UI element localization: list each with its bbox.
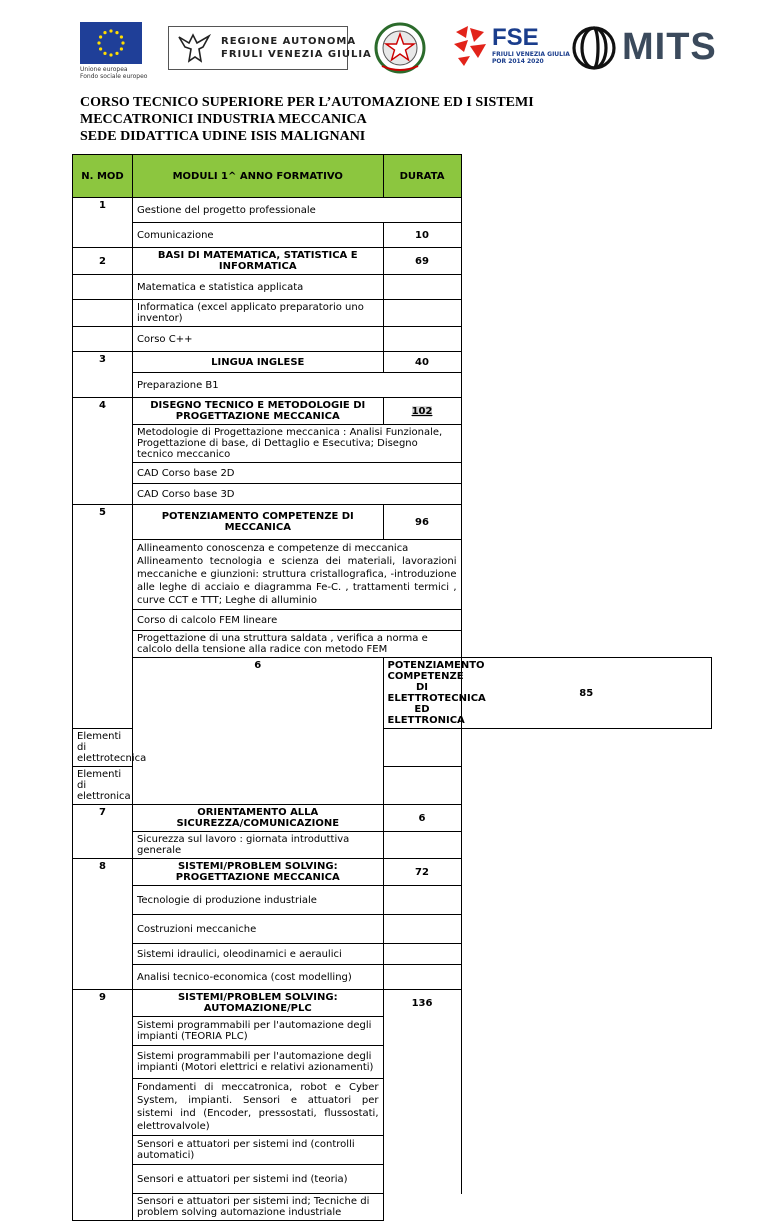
table-row bbox=[73, 610, 712, 631]
empty-cell bbox=[383, 886, 461, 915]
module-title: BASI DI MATEMATICA, STATISTICA E INFORMATICA bbox=[133, 248, 384, 275]
table-row bbox=[73, 425, 712, 463]
table-row bbox=[73, 944, 712, 965]
eu-stars-icon bbox=[80, 22, 142, 64]
table-row bbox=[73, 658, 712, 729]
module-number: 2 bbox=[73, 248, 133, 275]
empty-cell bbox=[383, 275, 461, 300]
header-num: N. MOD bbox=[73, 155, 133, 198]
table-row bbox=[73, 463, 712, 484]
empty-cell bbox=[383, 965, 461, 990]
table-row bbox=[73, 1165, 712, 1194]
empty-cell bbox=[383, 327, 461, 352]
submodule-title: Gestione del progetto professionale bbox=[133, 198, 462, 223]
table-row bbox=[73, 505, 712, 540]
empty-cell bbox=[383, 915, 461, 944]
table-row bbox=[73, 275, 712, 300]
empty-cell bbox=[383, 1165, 461, 1194]
star-emblem-icon bbox=[372, 20, 428, 76]
submodule-title: Informatica (excel applicato preparatorio uno inventor) bbox=[133, 300, 384, 327]
submodule-title: Allineamento conoscenza e competenze di meccanica bbox=[137, 543, 409, 554]
submodule-title: Sensori e attuatori per sistemi ind (controlli automatici) bbox=[133, 1136, 384, 1165]
table-row bbox=[73, 886, 712, 915]
empty-cell bbox=[383, 1079, 461, 1136]
table-row bbox=[73, 859, 712, 886]
submodule-title: Sensori e attuatori per sistemi ind (teoria) bbox=[133, 1165, 384, 1194]
module-number: 3 bbox=[73, 352, 133, 398]
fse-sub-line: POR 2014 2020 bbox=[492, 58, 544, 65]
submodule-title: Elementi di elettronica bbox=[73, 767, 133, 805]
fse-sub-line: FRIULI VENEZIA GIULIA bbox=[492, 51, 570, 58]
submodule-title: Sicurezza sul lavoro : giornata introduttiva generale bbox=[133, 832, 384, 859]
module-number: 1 bbox=[73, 198, 133, 248]
empty-cell bbox=[383, 832, 461, 859]
submodule-title: Allineamento tecnologia e scienza dei materiali, lavorazioni meccaniche e giunzioni: struttura cristallografica, -introduzione alle leghe di acciaio e diagramma Fe-C. , trattamenti termici , curve CCT e TTT; Leghe di alluminio bbox=[137, 556, 457, 606]
empty-cell bbox=[383, 1046, 461, 1079]
submodule-title: Analisi tecnico-economica (cost modelling) bbox=[133, 965, 384, 990]
region-line: FRIULI VENEZIA GIULIA bbox=[221, 49, 372, 60]
submodule-title: Matematica e statistica applicata bbox=[133, 275, 384, 300]
duration-highlight: 102 bbox=[411, 405, 433, 417]
eu-caption-line: Unione europea bbox=[80, 66, 128, 73]
empty-cell bbox=[383, 1194, 461, 1221]
module-duration: 85 bbox=[461, 658, 712, 729]
table-row bbox=[73, 373, 712, 398]
module-duration: 72 bbox=[383, 859, 461, 886]
table-row bbox=[73, 327, 712, 352]
header-duration: DURATA bbox=[383, 155, 461, 198]
submodule-title: Comunicazione bbox=[133, 223, 384, 248]
module-duration: 136 bbox=[383, 990, 461, 1017]
module-title: DISEGNO TECNICO E METODOLOGIE DI PROGETTAZIONE MECCANICA bbox=[133, 398, 384, 425]
table-row bbox=[73, 1194, 712, 1221]
submodule-title: CAD Corso base 3D bbox=[133, 484, 462, 505]
module-title: POTENZIAMENTO COMPETENZE DI ELETTROTECNICA ED ELETTRONICA bbox=[383, 658, 461, 729]
submodule-title: Tecnologie di produzione industriale bbox=[133, 886, 384, 915]
mits-logo bbox=[570, 24, 720, 74]
table-row bbox=[73, 248, 712, 275]
empty-cell bbox=[383, 300, 461, 327]
table-header-row bbox=[73, 155, 712, 198]
fse-subtitle bbox=[492, 51, 570, 65]
table-row bbox=[73, 198, 712, 223]
module-duration: 6 bbox=[383, 805, 461, 832]
module-title: SISTEMI/PROBLEM SOLVING: PROGETTAZIONE MECCANICA bbox=[133, 859, 384, 886]
submodule-title: Sensori e attuatori per sistemi ind; Tecniche di problem solving automazione industriale bbox=[133, 1194, 384, 1221]
module-number: 6 bbox=[133, 658, 384, 805]
submodule-title: Metodologie di Progettazione meccanica : Analisi Funzionale, Progettazione di base, di Dettaglio e Esecutiva; Disegno tecnico meccanico bbox=[133, 425, 462, 463]
table-row bbox=[73, 223, 712, 248]
submodule-title: Sistemi programmabili per l'automazione degli impianti (TEORIA PLC) bbox=[133, 1017, 384, 1046]
table-row bbox=[73, 484, 712, 505]
submodule-title: Corso di calcolo FEM lineare bbox=[133, 610, 462, 631]
empty-cell bbox=[383, 767, 461, 805]
module-duration: 10 bbox=[383, 223, 461, 248]
table-row bbox=[73, 965, 712, 990]
course-title-line: CORSO TECNICO SUPERIORE PER L’AUTOMAZIONE ED I SISTEMI bbox=[80, 95, 534, 110]
empty-cell bbox=[73, 275, 133, 300]
region-line: REGIONE AUTONOMA bbox=[221, 36, 357, 47]
course-title-line: MECCATRONICI INDUSTRIA MECCANICA bbox=[80, 112, 367, 127]
empty-cell bbox=[383, 944, 461, 965]
table-row bbox=[73, 1046, 712, 1079]
table-row bbox=[73, 1136, 712, 1165]
eagle-icon bbox=[175, 31, 215, 65]
module-number: 5 bbox=[73, 505, 133, 729]
table-row bbox=[73, 1017, 712, 1046]
module-title: SISTEMI/PROBLEM SOLVING: AUTOMAZIONE/PLC bbox=[133, 990, 384, 1017]
module-title: LINGUA INGLESE bbox=[133, 352, 384, 373]
fse-title: FSE bbox=[492, 24, 539, 51]
submodule-title: Sistemi programmabili per l'automazione degli impianti (Motori elettrici e relativi azionamenti) bbox=[133, 1046, 384, 1079]
submodule-title: CAD Corso base 2D bbox=[133, 463, 462, 484]
table-row bbox=[73, 631, 712, 658]
submodule-title: Fondamenti di meccatronica, robot e Cyber System, impianti. Sensori e attuatori per sistemi ind (Encoder, pressostati, flussostati, elettrovalvole) bbox=[133, 1079, 384, 1136]
mits-sphere-icon bbox=[570, 24, 618, 72]
module-number: 9 bbox=[73, 990, 133, 1221]
eu-caption-line: Fondo sociale europeo bbox=[80, 73, 148, 80]
submodule-title: Preparazione B1 bbox=[133, 373, 462, 398]
course-title-line: SEDE DIDATTICA UDINE ISIS MALIGNANI bbox=[80, 129, 366, 144]
eu-flag-logo bbox=[80, 22, 142, 64]
modules-table bbox=[72, 154, 712, 1221]
table-row bbox=[73, 352, 712, 373]
table-row bbox=[73, 1079, 712, 1136]
module-duration: 96 bbox=[383, 505, 461, 540]
submodule-title: Sistemi idraulici, oleodinamici e aeraulici bbox=[133, 944, 384, 965]
submodule-title: Elementi di elettrotecnica bbox=[73, 729, 133, 767]
submodule-title: Corso C++ bbox=[133, 327, 384, 352]
region-fvg-logo bbox=[168, 26, 372, 70]
module-title: POTENZIAMENTO COMPETENZE DI MECCANICA bbox=[133, 505, 384, 540]
fse-mark-icon bbox=[452, 22, 490, 68]
empty-cell bbox=[383, 1017, 461, 1046]
italian-republic-emblem bbox=[372, 20, 428, 76]
mits-wordmark: MITS bbox=[622, 26, 717, 68]
submodule-title: Progettazione di una struttura saldata , verifica a norma e calcolo della tensione alla radice con metodo FEM bbox=[133, 631, 462, 658]
empty-cell bbox=[73, 300, 133, 327]
table-row bbox=[73, 805, 712, 832]
submodule-title: Costruzioni meccaniche bbox=[133, 915, 384, 944]
module-duration: 40 bbox=[383, 352, 461, 373]
empty-cell bbox=[383, 729, 461, 767]
logo-bar bbox=[80, 14, 720, 82]
table-row bbox=[73, 915, 712, 944]
module-number: 8 bbox=[73, 859, 133, 990]
module-number: 4 bbox=[73, 398, 133, 505]
table-row bbox=[73, 832, 712, 859]
empty-cell bbox=[73, 327, 133, 352]
eu-caption bbox=[80, 66, 160, 80]
module-duration: 69 bbox=[383, 248, 461, 275]
module-title: ORIENTAMENTO ALLA SICUREZZA/COMUNICAZIONE bbox=[133, 805, 384, 832]
fse-logo bbox=[452, 18, 570, 80]
region-name bbox=[221, 35, 372, 61]
empty-cell bbox=[383, 1136, 461, 1165]
submodule-group bbox=[133, 540, 462, 610]
course-title bbox=[80, 94, 534, 145]
header-module: MODULI 1^ ANNO FORMATIVO bbox=[133, 155, 384, 198]
table-row bbox=[73, 540, 712, 610]
table-row bbox=[73, 398, 712, 425]
table-row bbox=[73, 300, 712, 327]
module-duration bbox=[383, 398, 461, 425]
module-number: 7 bbox=[73, 805, 133, 859]
